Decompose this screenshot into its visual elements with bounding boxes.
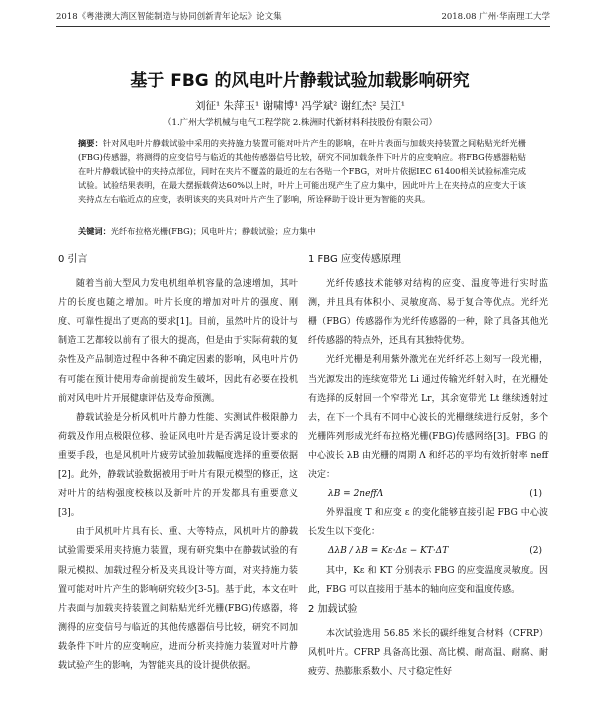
abstract-label: 摘要： (78, 138, 103, 148)
section-title-intro: 0 引言 (58, 254, 88, 265)
left-column (58, 250, 298, 676)
section-title-loading: 2 加载试验 (308, 603, 358, 615)
running-header (56, 10, 550, 27)
paper-title: 基于 FBG 的风电叶片静载试验加载影响研究 (130, 71, 470, 91)
equation-2-number: (2) (529, 546, 542, 557)
abstract-text: 针对风电叶片静载试验中采用的夹持施力装置可能对叶片产生的影响，在叶片表面与加载夹持装置之间粘贴光纤光栅(FBG)传感器，将测得的应变信号与临近的其他传感器信号比较，研究不同加载条件下叶片的应变响应。将FBG传感器粘贴在叶片静载试验中的夹持点部位，同时在夹片不覆盖的最近的左右各贴一个FBG，对叶片依据IEC 61400相关试验标准完成试验。试验结果表明，在最大摆振载荷达60%以上时，叶片上可能出现产生了应力集中，因此叶片上在夹持点的应变大于该夹持点左右临近点的应变，表明该夹的夹具对叶片产生了影响，所诠释助于设计更为智能的夹具。 (78, 138, 526, 204)
author-list: 刘征¹ 朱萍玉¹ 谢啸博¹ 冯学斌² 谢红杰² 吴江¹ (195, 100, 405, 112)
equation-2 (308, 542, 548, 561)
equation-1-number: (1) (529, 489, 542, 500)
equation-2-body: ΔλB / λB = Kε·Δε − KT·ΔT (328, 546, 449, 557)
header-left: 2018《粤港澳大湾区智能制造与协同创新青年论坛》论文集 (56, 12, 282, 22)
intro-paragraph: 静载试验是分析风机叶片静力性能、实测试件极限静力荷载及作用点极限位移、验证风电叶片是否满足设计要求的重要手段，也是风机叶片疲劳试验加载幅度选择的重要依据[2]。此外，静载试验数据被用于叶片有限元模型的修正，这对叶片的结构强度校核以及新叶片的开发都具有重要意义[3]。 (58, 412, 298, 519)
intro-paragraph: 随着当前大型风力发电机组单机容量的急速增加，其叶片的长度也随之增加。叶片长度的增加对叶片的强度、刚度、可靠性提出了更高的要求[1]。目前，虽然叶片的设计与制造工艺都较以前有了很大的提高，但是由于实际荷载的复杂性及产品制造过程中各种不确定因素的影响，风电叶片仍有可能在预计使用寿命前提前发生破坏，因此有必要在投机前对风电叶片开展健康评估及寿命预测。 (58, 279, 298, 404)
affiliation: （1.广州大学机械与电气工程学院 2.株洲时代新材料科技股份有限公司） (163, 118, 437, 128)
fbg-paragraph: 外界温度 T 和应变 ε 的变化能够直接引起 FBG 中心波长发生以下变化： (308, 508, 548, 538)
fbg-paragraph: 光纤光栅是利用紫外激光在光纤纤芯上刻写一段光栅，当光源发出的连续宽带光 Li 通过传输光纤射入时，在光栅处有选择的反射回一个窄带光 Lr，其余宽带光 Lt 继续透射过去，在下一个具有不同中心波长的光栅继续进行反射，多个光栅阵列形成光纤布拉格光栅(FBG)传感网络[3]。FBG 的中心波长 λB 由光栅的周期 Λ 和纤芯的平均有效折射率 neff 决定： (308, 355, 548, 481)
header-right: 2018.08 广州·华南理工大学 (441, 12, 550, 22)
equation-1-body: λB = 2neffΛ (328, 489, 384, 500)
keywords (78, 226, 526, 237)
section-title-fbg: 1 FBG 应变传感原理 (308, 254, 401, 265)
abstract (78, 136, 526, 206)
equation-1 (308, 485, 548, 504)
fbg-paragraph: 光纤传感技术能够对结构的应变、温度等进行实时监测，并且具有体积小、灵敏度高、易于复合等优点。光纤光栅（FBG）传感器作为光纤传感器的一种，除了具备其他光纤传感器的特点外，还具有其独特优势。 (308, 279, 548, 347)
fbg-paragraph: 其中，Kε 和 KT 分别表示 FBG 的应变温度灵敏度。因此，FBG 可以直接用于基本的轴向应变和温度传感。 (308, 565, 548, 595)
loading-paragraph: 本次试验选用 56.85 米长的碳纤维复合材料（CFRP）风机叶片。CFRP 具备高比强、高比模、耐高温、耐腐、耐疲劳、热膨胀系数小、尺寸稳定性好 (308, 628, 548, 677)
right-column (308, 250, 548, 682)
keywords-label: 关键词： (78, 226, 111, 236)
intro-paragraph: 由于风机叶片具有长、重、大等特点，风机叶片的静载试验需要采用夹持施力装置，现有研究集中在静载试验的有限元模拟、加载过程分析及夹具设计等方面，对夹持施力装置可能对叶片产生的影响研究较少[3-5]。基于此，本文在叶片表面与加载夹持装置之间粘贴光纤光栅(FBG)传感器，将测得的应变信号与临近的其他传感器信号比较，研究不同加载条件下叶片的应变响应，进而分析夹持施力装置对叶片静载试验产生的影响，为智能夹具的设计提供依据。 (58, 527, 298, 671)
keywords-text: 光纤布拉格光栅(FBG)；风电叶片；静载试验；应力集中 (110, 226, 316, 236)
